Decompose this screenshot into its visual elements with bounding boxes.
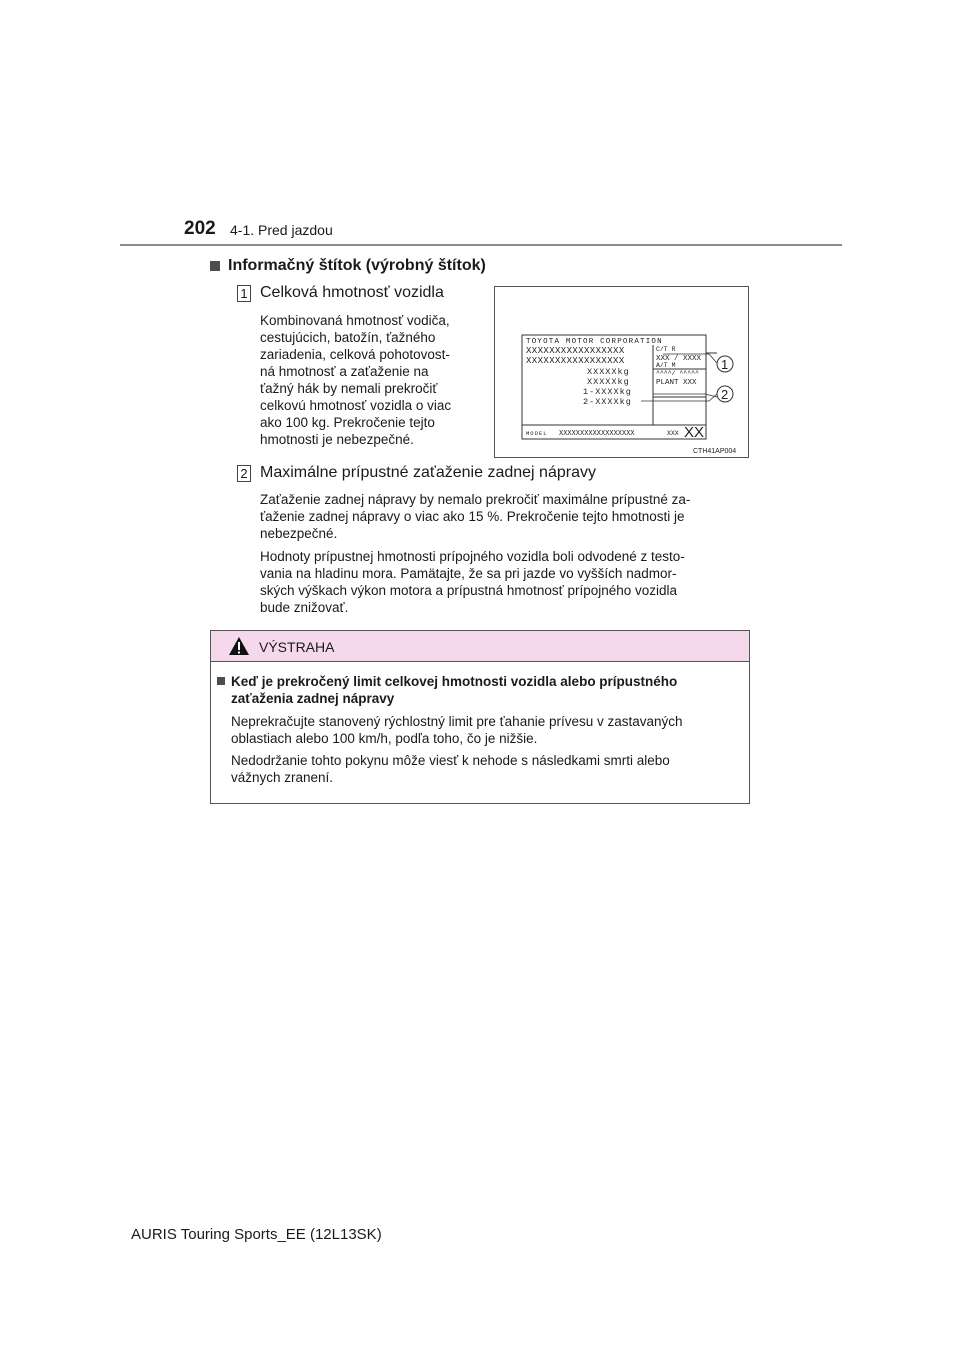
label-weight-3: 1-XXXXkg	[583, 387, 632, 397]
text-line: nebezpečné.	[260, 526, 338, 541]
item-2-paragraph-1	[260, 491, 746, 542]
warning-triangle-icon	[228, 636, 250, 656]
item-number-2: 2	[237, 465, 251, 482]
label-corporation: TOYOTA MOTOR CORPORATION	[526, 338, 663, 346]
text-line: hmotnosti je nebezpečné.	[260, 432, 414, 447]
label-model-code: XXX	[667, 430, 679, 437]
text-line: Kombinovaná hmotnosť vodiča,	[260, 313, 450, 328]
square-bullet-icon	[217, 677, 225, 685]
warning-paragraph-2	[231, 752, 743, 786]
text-line: oblastiach alebo 100 km/h, podľa toho, čo je nižšie.	[231, 731, 538, 746]
label-ctr-value: XXX / XXXX	[656, 355, 702, 363]
text-line: Neprekračujte stanovený rýchlostný limit pre ťahanie prívesu v zastavaných	[231, 714, 683, 729]
section-heading	[210, 257, 486, 275]
label-ctr: C/T R	[656, 346, 676, 353]
item-number-1: 1	[237, 285, 251, 302]
text-line: bude znižovať.	[260, 600, 349, 615]
section-reference: 4-1. Pred jazdou	[230, 222, 333, 238]
item-2-paragraph-2	[260, 548, 746, 616]
label-weight-2: XXXXXkg	[587, 377, 630, 387]
text-line: vania na hladinu mora. Pamätajte, že sa pri jazde vo vyšších nadmor-	[260, 566, 677, 581]
text-line: zaťaženia zadnej nápravy	[231, 691, 395, 706]
image-code: CTH41AP004	[693, 448, 737, 455]
section-heading-text: Informačný štítok (výrobný štítok)	[228, 257, 486, 274]
label-weight-4: 2-XXXXkg	[583, 397, 632, 407]
item-1-title: Celková hmotnosť vozidla	[260, 284, 444, 301]
warning-header	[211, 631, 749, 662]
warning-paragraph-1	[231, 713, 743, 747]
label-row-1: XXXXXXXXXXXXXXXXX	[526, 346, 625, 356]
text-line: Keď je prekročený limit celkovej hmotnosti vozidla alebo prípustného	[231, 674, 678, 689]
label-illustration	[495, 287, 748, 457]
text-line: Nedodržanie tohto pokynu môže viesť k nehode s následkami smrti alebo	[231, 753, 670, 768]
text-line: ako 100 kg. Prekročenie tejto	[260, 415, 435, 430]
text-line: Zaťaženie zadnej nápravy by nemalo prekročiť maximálne prípustné za-	[260, 492, 691, 507]
text-line: zariadenia, celková pohotovost-	[260, 347, 450, 362]
label-model: MODEL	[526, 430, 548, 437]
square-bullet-icon	[210, 261, 220, 271]
label-model-value: XXXXXXXXXXXXXXXXXX	[559, 430, 635, 438]
label-atm: A/T M	[656, 362, 676, 369]
item-1-description	[260, 312, 482, 448]
callout-2: 2	[721, 387, 729, 402]
footer-model-code: AURIS Touring Sports_EE (12L13SK)	[131, 1226, 382, 1243]
callout-1: 1	[721, 357, 729, 372]
text-line: Hodnoty prípustnej hmotnosti prípojného vozidla boli odvodené z testo-	[260, 549, 685, 564]
text-line: ských výškach výkon motora a prípustná hmotnosť prípojného vozidla	[260, 583, 678, 598]
warning-box	[210, 630, 750, 804]
text-line: celkovú hmotnosť vozidla o viac	[260, 398, 452, 413]
warning-title: VÝSTRAHA	[259, 639, 335, 655]
page-number: 202	[184, 218, 216, 239]
label-plant: PLANT XXX	[656, 379, 697, 387]
label-big-code: XX	[684, 424, 705, 441]
warning-subheading	[231, 673, 743, 707]
text-line: ťažný hák by nemali prekročiť	[260, 381, 438, 396]
header-divider	[120, 244, 842, 246]
item-2-title: Maximálne prípustné zaťaženie zadnej nápravy	[260, 464, 596, 481]
label-row-2: XXXXXXXXXXXXXXXXX	[526, 356, 625, 366]
information-label-diagram	[494, 286, 749, 458]
text-line: ná hmotnosť a zaťaženie na	[260, 364, 429, 379]
text-line: ťaženie zadnej nápravy o viac ako 15 %. Prekročenie tejto hmotnosti je	[260, 509, 685, 524]
label-weight-1: XXXXXkg	[587, 367, 630, 377]
label-plant-top: ^^^^/ ^^^^^	[656, 370, 699, 377]
text-line: cestujúcich, batožín, ťažného	[260, 330, 436, 345]
text-line: vážnych zranení.	[231, 770, 334, 785]
